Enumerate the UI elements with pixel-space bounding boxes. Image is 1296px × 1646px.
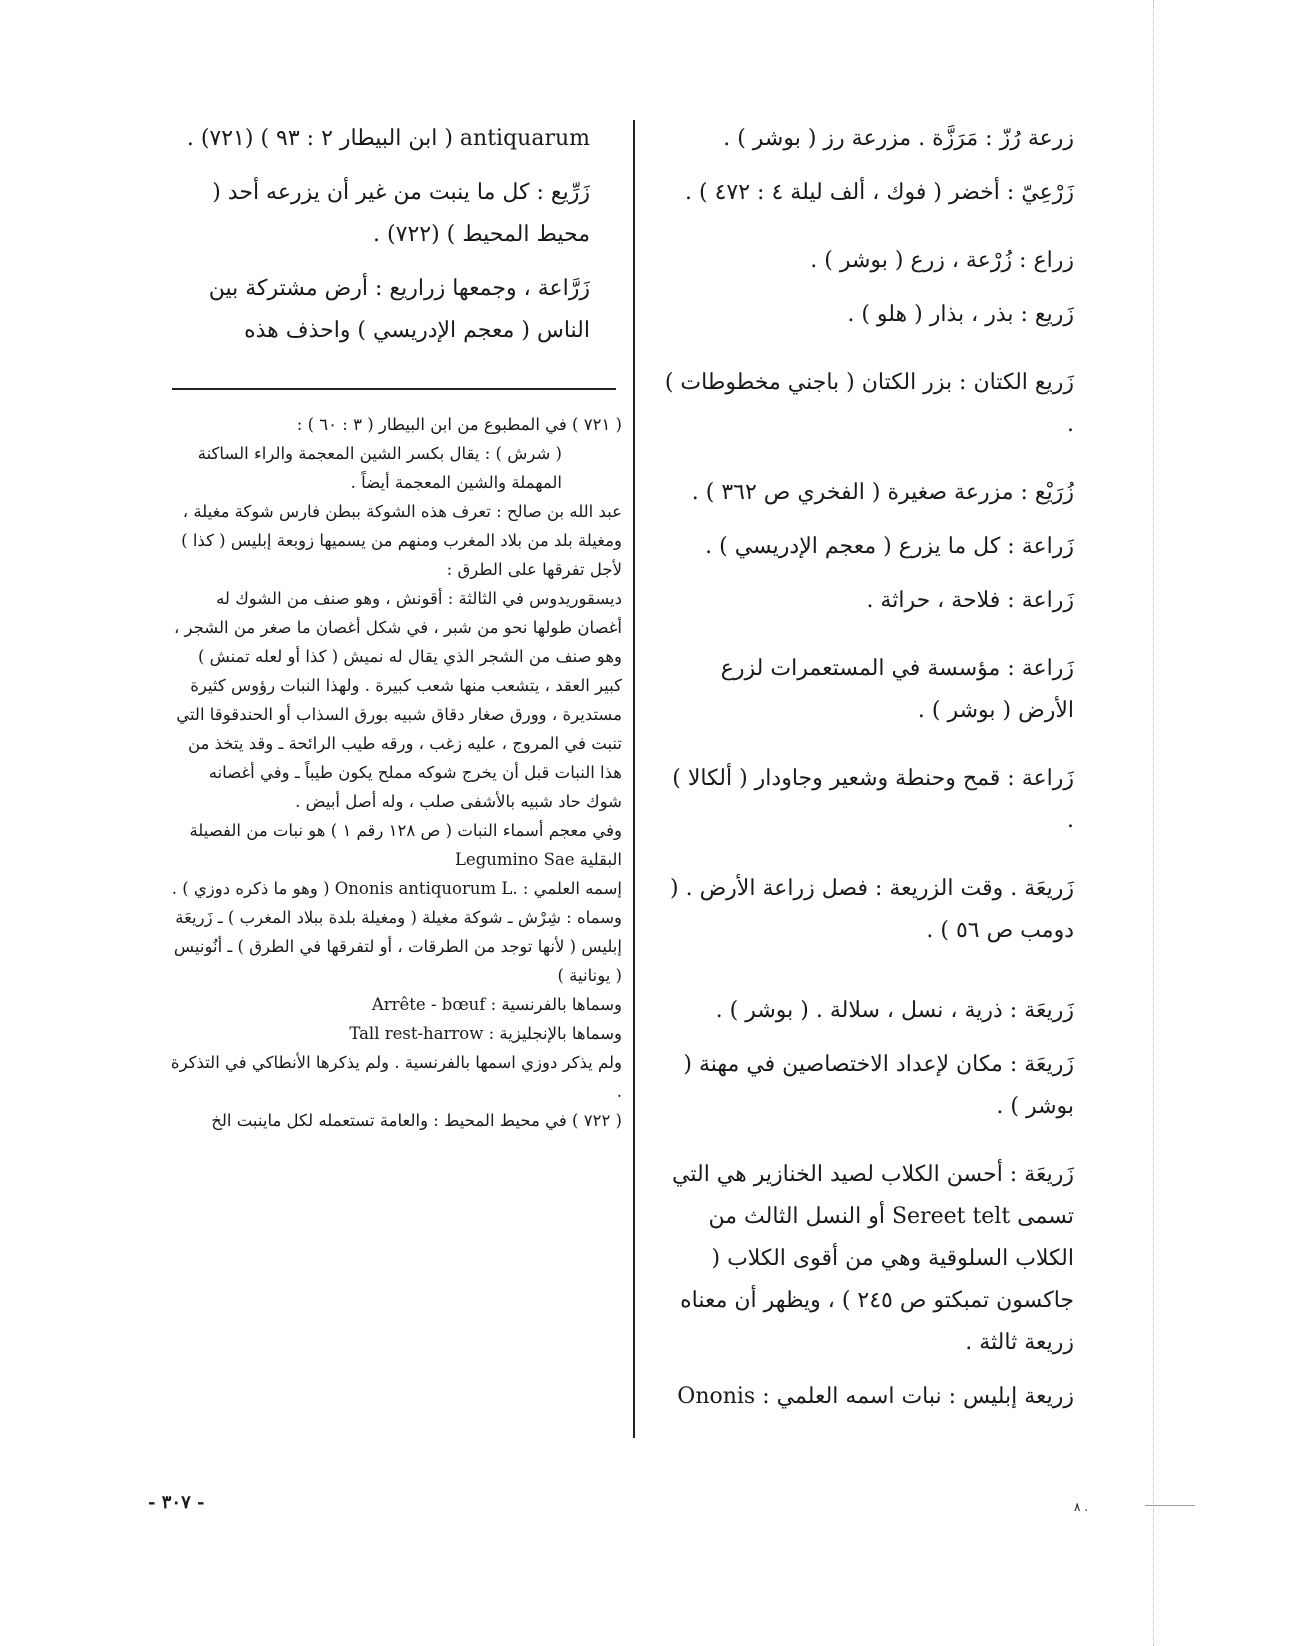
entry: زَرَّاعة ، وجمعها زراريع : أرض مشتركة بين الناس ( معجم الإدريسي ) واحذف هذه <box>208 276 590 343</box>
entry: زَراعة : مؤسسة في المستعمرات لزرع الأرض ( بوشر ) . <box>720 656 1074 723</box>
entry: زَريعَة . وقت الزريعة : فصل زراعة الأرض . ( دومب ص ٥٦ ) . <box>670 876 1074 943</box>
footnote-line: وسماها بالفرنسية : Arrête - bœuf <box>371 995 622 1014</box>
footnote-line: وفي معجم أسماء النبات ( ص ١٢٨ رقم ١ ) هو نبات من الفصيلة البقلية Legumino Sae <box>189 821 622 869</box>
scan-edge-tick <box>1145 1505 1195 1506</box>
corner-mark: ٨ . <box>1074 1500 1089 1514</box>
left-column <box>170 118 590 364</box>
entry: زَراعة : قمح وحنطة وشعير وجاودار ( ألكالا ) . <box>672 766 1074 833</box>
footnote: ( ٧٢١ ) في المطبوع من ابن البيطار ( ٣ : ٦٠ ) : <box>296 415 622 434</box>
footnote-line: وسماه : شِرْش ـ شوكة مغيلة ( ومغيلة بلدة ببلاد المغرب ) ـ زَريعَة إبليس ( لأنها توجد من الطرقات ، أو لتفرقها في الطرق ) ـ أنُونيس ( يونانية ) <box>173 908 622 985</box>
entry: زَريعَة : مكان لإعداد الاختصاصين في مهنة ( بوشر ) . <box>683 1052 1074 1119</box>
entry: زريعة إبليس : نبات اسمه العلمي : Ononis <box>677 1384 1074 1409</box>
entry: زرعة رُزّ : مَرَزَّة . مزرعة رز ( بوشر ) . <box>723 126 1074 151</box>
footnote-rule <box>172 388 616 390</box>
right-column <box>664 118 1074 1430</box>
entry: زَريعَة : أحسن الكلاب لصيد الخنازير هي التي تسمى Sereet telt أو النسل الثالث من الكلاب السلوقية وهي من أقوى الكلاب ( جاكسون تمبكتو ص ٢٤٥ ) ، ويظهر أن معناه زريعة ثالثة . <box>672 1162 1074 1355</box>
column-divider <box>633 120 635 1438</box>
entry: زُرَيْع : مزرعة صغيرة ( الفخري ص ٣٦٢ ) . <box>691 480 1074 505</box>
entry: زَراعة : فلاحة ، حراثة . <box>866 588 1074 613</box>
entry: زَرْعِيّ : أخضر ( فوك ، ألف ليلة ٤ : ٤٧٢ ) . <box>685 180 1074 205</box>
entry: زَرِّيع : كل ما ينبت من غير أن يزرعه أحد ( محيط المحيط ) (٧٢٢) . <box>212 180 590 247</box>
footnote-line: ولم يذكر دوزي اسمها بالفرنسية . ولم يذكرها الأنطاكي في التذكرة . <box>170 1053 622 1101</box>
footnote-line: إسمه العلمي : .Ononis antiquorum L ( وهو ما ذكره دوزي ) . <box>171 879 622 898</box>
page-number: - ٣٠٧ - <box>148 1492 205 1513</box>
entry: زراع : زُرْعة ، زرع ( بوشر ) . <box>810 248 1074 273</box>
entry: antiquarum ( ابن البيطار ٢ : ٩٣ ) (٧٢١) . <box>186 126 590 151</box>
footnote-line: ( شرش ) : يقال بكسر الشين المعجمة والراء الساكنة المهملة والشين المعجمة أيضاً . <box>197 444 562 492</box>
entry: زَريع : بذر ، بذار ( هلو ) . <box>847 302 1074 327</box>
entry: زَراعة : كل ما يزرع ( معجم الإدريسي ) . <box>705 534 1074 559</box>
entry: زَريعَة : ذرية ، نسل ، سلالة . ( بوشر ) . <box>715 998 1074 1023</box>
footnote: ( ٧٢٢ ) في محيط المحيط : والعامة تستعمله لكل ماينبت الخ <box>211 1111 622 1130</box>
footnote-line: وسماها بالإنجليزية : Tall rest-harrow <box>349 1024 622 1043</box>
entry: زَريع الكتان : بزر الكتان ( باجني مخطوطات ) . <box>664 370 1074 437</box>
footnote-line: ديسقوريدوس في الثالثة : أقونش ، وهو صنف من الشوك له أغصان طولها نحو من شبر ، في شكل أغصان ما صغر من الشجر ، وهو صنف من الشجر الذي يقال له نميش ( كذا أو لعله تمنش ) كبير العقد ، يتشعب منها شعب كبيرة . ولهذا النبات رؤوس كثيرة مستديرة ، وورق صغار دقاق شبيه بورق السذاب أو الحندقوقا التي تنبت في المروج ، عليه زغب ، ورقه طيب الرائحة ـ وقد يتخذ من هذا النبات قبل أن يخرج شوكه مملح يكون طيباً ـ وفي أغصانه شوك حاد شبيه بالأشفى صلب ، وله أصل أبيض . <box>173 589 622 811</box>
scan-edge-line <box>1153 0 1155 1646</box>
footnote-line: عبد الله بن صالح : تعرف هذه الشوكة ببطن فارس شوكة مغيلة ، ومغيلة بلد من بلاد المغرب ومنهم من يسميها زوبعة إبليس ( كذا ) لأجل تفرقها على الطرق : <box>181 502 622 579</box>
footnotes <box>170 410 622 1135</box>
